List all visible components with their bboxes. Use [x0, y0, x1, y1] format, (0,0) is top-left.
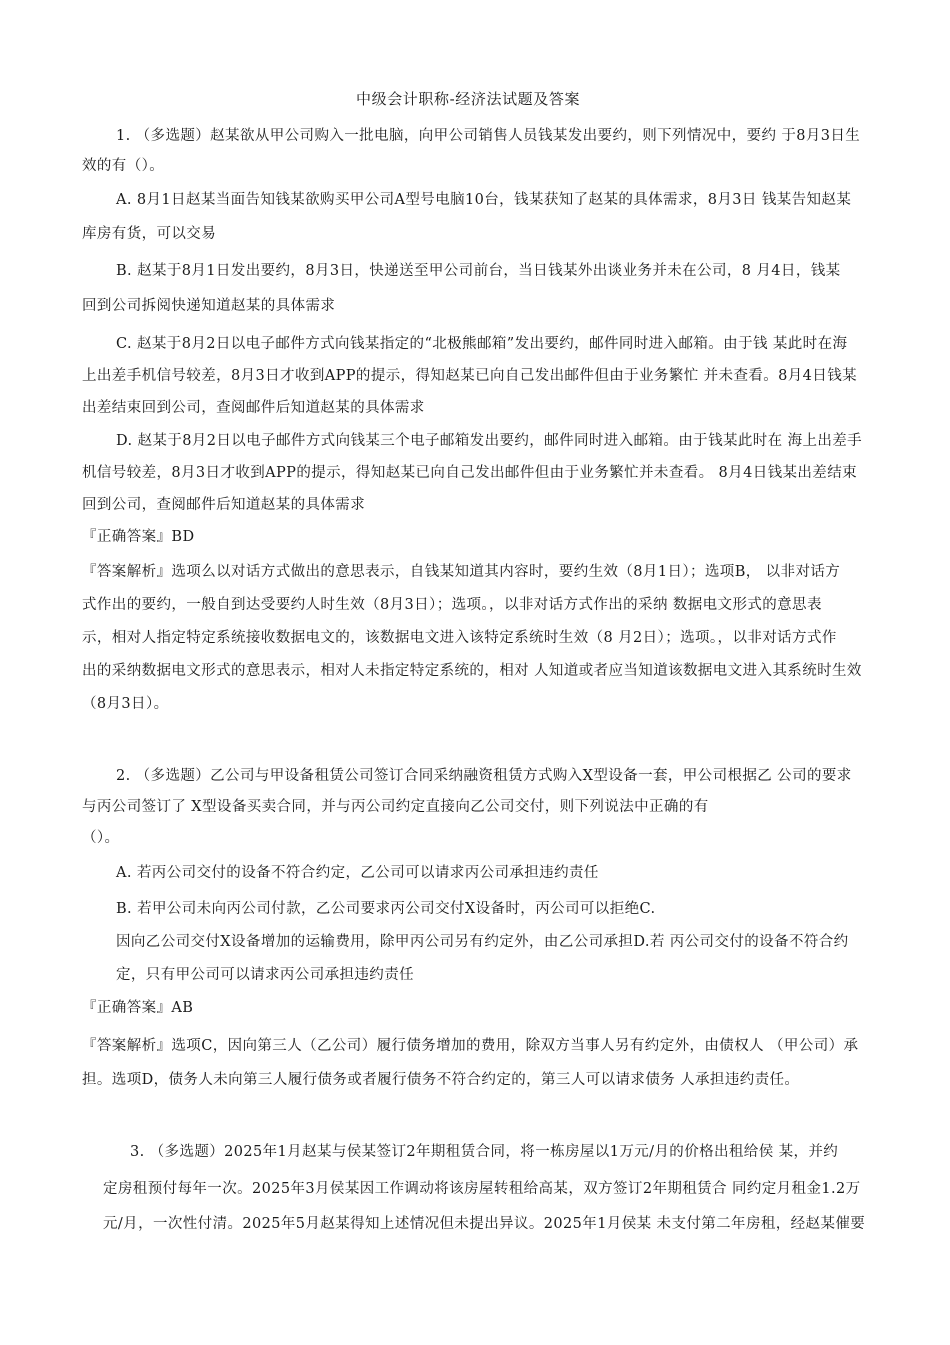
q2-correct-answer: 『正确答案』AB: [82, 1000, 194, 1016]
q2-stem: 2. （多选题）乙公司与甲设备租赁公司签订合同采纳融资租赁方式购入X型设备一套，甲公司根据乙 公司的要求: [116, 768, 852, 784]
q1-option-a: A. 8月1日赵某当面告知钱某欲购买甲公司A型号电脑10台，钱某获知了赵某的具体需求，8月3日 钱某告知赵某: [116, 192, 852, 208]
q2-option-b: B. 若甲公司未向丙公司付款，乙公司要求丙公司交付X设备时，丙公司可以拒绝C.: [116, 901, 656, 917]
q1-option-b: B. 赵某于8月1日发出要约，8月3日，快递送至甲公司前台，当日钱某外出谈业务并未在公司，8 月4日，钱某: [116, 263, 841, 279]
q1-analysis: 『答案解析』选项么以对话方式做出的意思表示，自钱某知道其内容时，要约生效（8月1日）；选项B， 以非对话方: [82, 564, 841, 580]
q1-option-a: 库房有货，可以交易: [82, 226, 217, 242]
q1-option-c: C. 赵某于8月2日以电子邮件方式向钱某指定的“北极熊邮箱”发出要约，邮件同时进入邮箱。由于钱 某此时在海: [116, 336, 848, 352]
q2-option-c: 因向乙公司交付X设备增加的运输费用，除甲丙公司另有约定外，由乙公司承担D.若 丙公司交付的设备不符合约: [116, 934, 849, 950]
q1-option-c: 出差结束回到公司，查阅邮件后知道赵某的具体需求: [82, 400, 425, 416]
q1-option-b: 回到公司拆阅快递知道赵某的具体需求: [82, 298, 336, 314]
q1-option-d: D. 赵某于8月2日以电子邮件方式向钱某三个电子邮箱发出要约，邮件同时进入邮箱。由于钱某此时在 海上出差手: [116, 433, 863, 449]
q2-analysis: 担。选项D，债务人未向第三人履行债务或者履行债务不符合约定的，第三人可以请求债务 人承担违约责任。: [82, 1072, 800, 1088]
q2-option-d: 定，只有甲公司可以请求丙公司承担违约责任: [116, 967, 414, 983]
q1-option-c: 上出差手机信号较差，8月3日才收到APP的提示，得知赵某已向自己发出邮件但由于业务繁忙 并未查看。8月4日钱某: [82, 368, 857, 384]
q3-stem: 3. （多选题）2025年1月赵某与侯某签订2年期租赁合同，将一栋房屋以1万元/月的价格出租给侯 某，并约: [130, 1144, 839, 1160]
q1-correct-answer: 『正确答案』BD: [82, 529, 195, 545]
q2-option-a: A. 若丙公司交付的设备不符合约定，乙公司可以请求丙公司承担违约责任: [116, 865, 599, 881]
q1-analysis: （8月3日）。: [82, 696, 169, 712]
q2-stem: 与丙公司签订了 X型设备买卖合同，并与丙公司约定直接向乙公司交付，则下列说法中正确的有: [82, 799, 709, 815]
q3-stem: 定房租预付每年一次。2025年3月侯某因工作调动将该房屋转租给高某，双方签订2年期租赁合 同约定月租金1.2万: [103, 1181, 861, 1197]
q2-stem: （）。: [82, 830, 120, 846]
q1-stem: 1. （多选题）赵某欲从甲公司购入一批电脑，向甲公司销售人员钱某发出要约，则下列情况中，要约 于8月3日生: [116, 128, 861, 144]
q2-analysis: 『答案解析』选项C，因向第三人（乙公司）履行债务增加的费用，除双方当事人另有约定外，由债权人 （甲公司）承: [82, 1038, 859, 1054]
q1-analysis: 出的采纳数据电文形式的意思表示，相对人未指定特定系统的，相对 人知道或者应当知道该数据电文进入其系统时生效: [82, 663, 862, 679]
q1-stem: 效的有（）。: [82, 158, 165, 174]
q3-stem: 元/月，一次性付清。2025年5月赵某得知上述情况但未提出异议。2025年1月侯某 未支付第二年房租，经赵某催要: [103, 1216, 866, 1232]
q1-analysis: 式作出的要约，一般自到达受要约人时生效（8月3日）；选项。，以非对话方式作出的采纳 数据电文形式的意思表: [82, 597, 822, 613]
q1-option-d: 回到公司，查阅邮件后知道赵某的具体需求: [82, 497, 366, 513]
q1-analysis: 示，相对人指定特定系统接收数据电文的，该数据电文进入该特定系统时生效（8 月2日）；选项。，以非对话方式作: [82, 630, 837, 646]
document-title: 中级会计职称-经济法试题及答案: [356, 90, 581, 108]
q1-option-d: 机信号较差，8月3日才收到APP的提示，得知赵某已向自己发出邮件但由于业务繁忙并未查看。 8月4日钱某出差结束: [82, 465, 857, 481]
